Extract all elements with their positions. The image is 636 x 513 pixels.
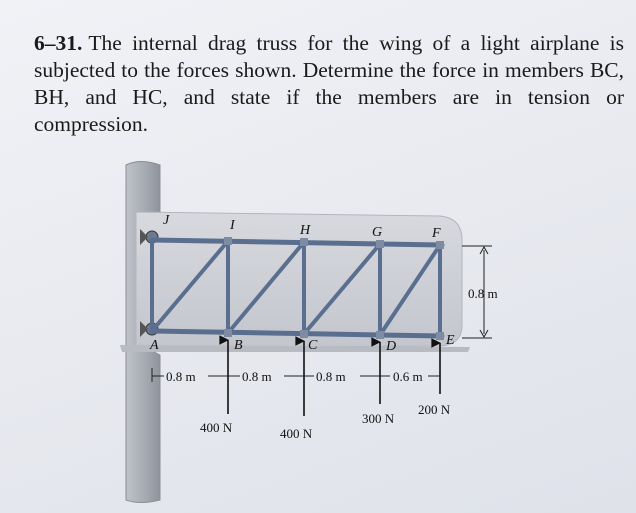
dimension-AB: 0.8 m — [166, 369, 196, 384]
label-J: J — [163, 213, 170, 228]
label-H: H — [300, 223, 311, 238]
dimension-height: 0.8 m — [468, 286, 498, 301]
problem-number: 6–31. — [34, 31, 83, 55]
label-I: I — [230, 218, 235, 233]
load-C: 400 N — [280, 426, 313, 441]
label-D: D — [386, 339, 397, 354]
label-G: G — [372, 225, 383, 240]
load-D: 300 N — [362, 411, 395, 426]
label-C: C — [308, 338, 318, 353]
load-B: 400 N — [200, 420, 233, 435]
label-F: F — [432, 226, 441, 241]
dimension-DE: 0.6 m — [393, 369, 423, 384]
label-E: E — [446, 333, 455, 348]
dimension-BC: 0.8 m — [242, 369, 272, 384]
load-E: 200 N — [418, 402, 451, 417]
dimension-CD: 0.8 m — [316, 369, 346, 384]
label-A: A — [150, 338, 159, 353]
problem-text: The internal drag truss for the wing of a light airplane is subjected to the forces shown. Determine the force in members BC, BH, and HC, and state if the members are in tension or compression. — [34, 31, 624, 136]
label-B: B — [234, 338, 243, 353]
